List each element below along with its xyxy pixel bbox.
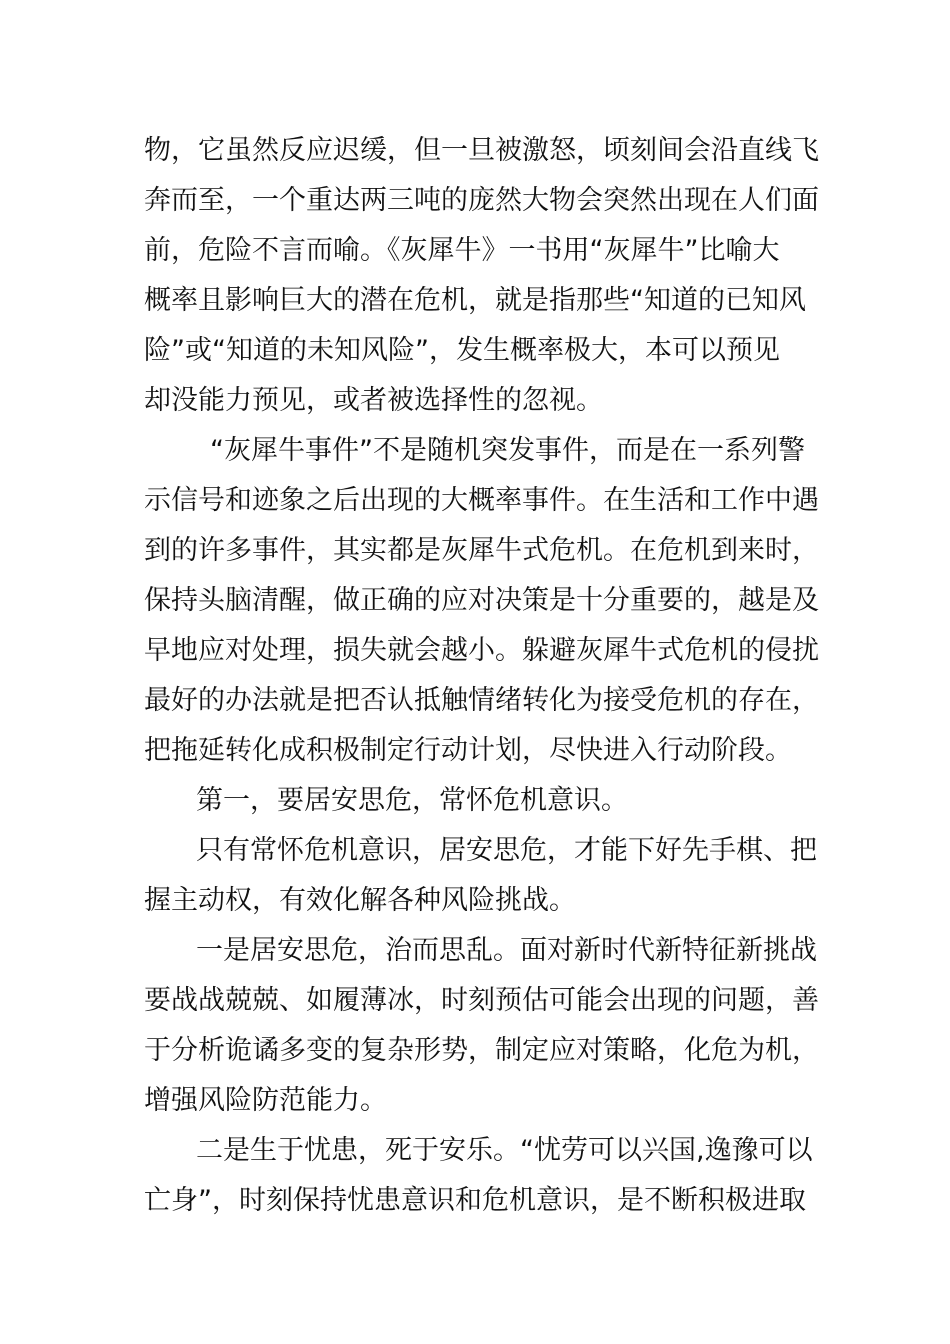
text-line: 亡身”，时刻保持忧患意识和危机意识，是不断积极进取	[144, 1185, 806, 1216]
text-line: 握主动权，有效化解各种风险挑战。	[144, 885, 576, 916]
text-line: 物，它虽然反应迟缓，但一旦被激怒，顷刻间会沿直线飞	[144, 135, 819, 166]
text-line: 却没能力预见，或者被选择性的忽视。	[144, 385, 603, 416]
text-line: 于分析诡谲多变的复杂形势，制定应对策略，化危为机，	[144, 1035, 819, 1066]
text-line: 险”或“知道的未知风险”，发生概率极大，本可以预见	[144, 335, 780, 366]
text-line: 前，危险不言而喻。《灰犀牛》一书用“灰犀牛”比喻大	[144, 235, 780, 266]
text-line: 把拖延转化成积极制定行动计划，尽快进入行动阶段。	[144, 735, 792, 766]
text-line: 只有常怀危机意识，居安思危，才能下好先手棋、把	[196, 835, 817, 866]
text-line: 到的许多事件，其实都是灰犀牛式危机。在危机到来时，	[144, 535, 819, 566]
text-line: 保持头脑清醒，做正确的应对决策是十分重要的，越是及	[144, 585, 819, 616]
text-line: 增强风险防范能力。	[144, 1085, 387, 1116]
text-line: 早地应对处理，损失就会越小。躲避灰犀牛式危机的侵扰	[144, 635, 819, 666]
text-line: 一是居安思危，治而思乱。面对新时代新特征新挑战	[196, 935, 817, 966]
text-line: 概率且影响巨大的潜在危机，就是指那些“知道的已知风	[144, 285, 806, 316]
text-line: 示信号和迹象之后出现的大概率事件。在生活和工作中遇	[144, 485, 819, 516]
text-line: 奔而至，一个重达两三吨的庞然大物会突然出现在人们面	[144, 185, 819, 216]
text-line: 最好的办法就是把否认抵触情绪转化为接受危机的存在，	[144, 685, 819, 716]
section-heading: 第一，要居安思危，常怀危机意识。	[196, 785, 628, 816]
text-line: “灰犀牛事件”不是随机突发事件，而是在一系列警	[210, 435, 805, 466]
text-line: 要战战兢兢、如履薄冰，时刻预估可能会出现的问题，善	[144, 985, 819, 1016]
text-line: 二是生于忧患，死于安乐。“忧劳可以兴国,逸豫可以	[196, 1135, 813, 1166]
